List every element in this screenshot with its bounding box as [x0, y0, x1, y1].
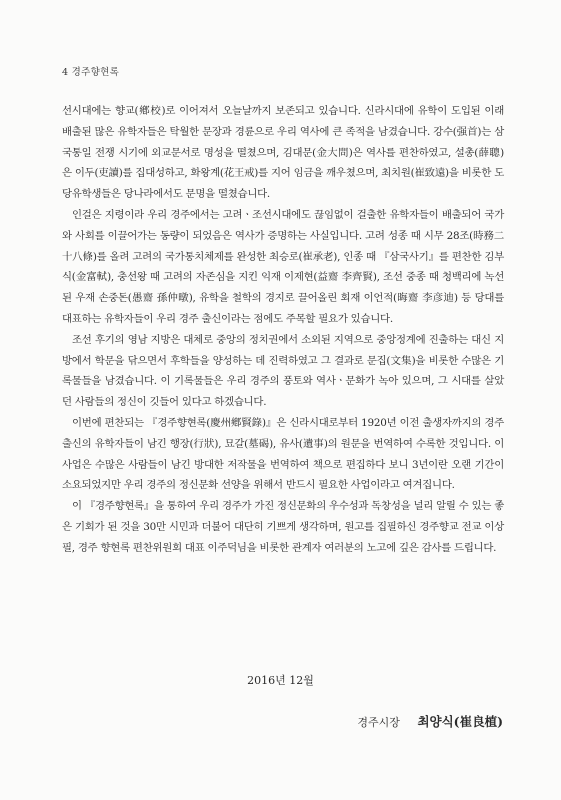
signature-block	[357, 712, 503, 730]
paragraph-5: 이 『경주향현록』을 통하여 우리 경주가 가진 정신문화의 우수성과 독창성을 널리 알릴 수 있는 좋은 기회가 된 것을 30만 시민과 더불어 대단히 기쁘게 생각하며, 원고를 집필하신 경주향교 전교 이상필, 경주 향현록 편찬위원회 대표 이주덕님을 비롯한 관계자 여러분의 노고에 깊은 감사를 드립니다.	[62, 500, 504, 554]
date-line: 2016년 12월	[247, 674, 314, 687]
paragraph-4: 이번에 편찬되는 『경주향현록(慶州鄕賢錄)』은 신라시대로부터 1920년 이전 출생자까지의 경주 출신의 유학자들이 남긴 행장(行狀), 묘갈(墓碣), 유사(遺事)의 원문을 번역하여 수록한 것입니다. 이 사업은 수많은 사람들이 남긴 방대한 저작물을 번역하여 책으로 편집하다 보니 3년이란 오랜 기간이 소요되었지만 우리 경주의 정신문화 선양을 위해서 반드시 필요한 사업이라고 여겨집니다.	[62, 416, 504, 492]
running-header: 4 경주향현록	[62, 67, 120, 78]
paragraph-1: 선시대에는 향교(鄕校)로 이어져서 오늘날까지 보존되고 있습니다. 신라시대에 유학이 도입된 이래 배출된 많은 유학자들은 탁월한 문장과 경륜으로 우리 역사에 큰 족적을 남겼습니다. 강수(强首)는 삼국통일 전쟁 시기에 외교문서로 명성을 떨쳤으며, 김대문(金大問)은 역사를 편찬하였고, 설총(薛聰)은 이두(吏讀)를 집대성하고, 화왕계(花王戒)를 지어 임금을 깨우쳤으며, 최치원(崔致遠)을 비롯한 도당유학생들은 당나라에서도 문명을 떨쳤습니다.	[62, 105, 504, 201]
paragraph-2: 인걸은 지령이라 우리 경주에서는 고려ㆍ조선시대에도 끊임없이 걸출한 유학자들이 배출되어 국가와 사회를 이끌어가는 동량이 되었음은 역사가 증명하는 사실입니다. 고려 성종 때 시무 28조(時務二十八條)를 올려 고려의 국가통치체제를 완성한 최승로(崔承老), 인종 때 『삼국사기』를 편찬한 김부식(金富軾), 충선왕 때 고려의 자존심을 지킨 익재 이제현(益齋 李齊賢), 조선 중종 때 청백리에 녹선된 우재 손중돈(愚齋 孫仲暾), 유학을 철학의 경지로 끌어올린 회재 이언적(晦齋 李彦迪) 등 당대를 대표하는 유학자들이 우리 경주 출신이라는 점에도 주목할 필요가 있습니다.	[62, 208, 504, 325]
body-text	[62, 101, 504, 559]
paragraph-3: 조선 후기의 영남 지방은 대체로 중앙의 정치권에서 소외된 지역으로 중앙정계에 진출하는 대신 지방에서 학문을 닦으면서 후학들을 양성하는 데 진력하였고 그 결과로 문집(文集)을 비롯한 수많은 기록물들을 남겼습니다. 이 기록물들은 우리 경주의 풍토와 역사ㆍ문화가 녹아 있으며, 그 시대를 살았던 사람들의 정신이 깃들어 있다고 하겠습니다.	[62, 333, 504, 409]
signatory-title: 경주시장	[357, 716, 400, 729]
signatory-name: 최양식(崔良植)	[417, 714, 503, 729]
